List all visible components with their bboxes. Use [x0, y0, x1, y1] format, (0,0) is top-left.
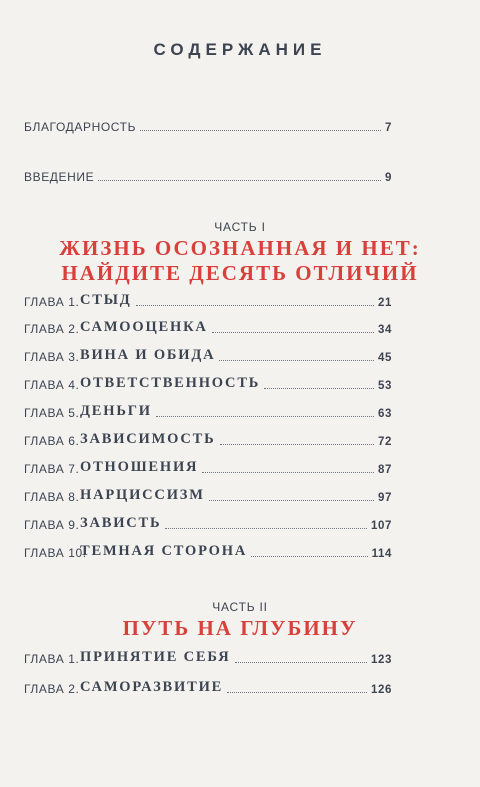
- dot-leader: [209, 500, 374, 501]
- chapter-title: ОТНОШЕНИЯ: [80, 459, 199, 475]
- entry-page-number: 123: [371, 654, 392, 666]
- chapter-title: ВИНА И ОБИДА: [80, 347, 216, 363]
- entry-page-number: 45: [378, 352, 392, 364]
- chapter-title: ТЕМНАЯ СТОРОНА: [80, 543, 248, 559]
- chapter-number: ГЛАВА 10.: [24, 546, 87, 560]
- chapter-number: ГЛАВА 9.: [24, 518, 80, 532]
- toc-entry-chapter[interactable]: [24, 431, 392, 448]
- toc-entry-chapter[interactable]: [24, 515, 392, 532]
- dot-leader: [136, 305, 374, 306]
- chapter-number: ГЛАВА 4.: [24, 378, 80, 392]
- entry-page-number: 126: [371, 684, 392, 696]
- chapter-title: ДЕНЬГИ: [80, 403, 152, 419]
- dot-leader: [212, 332, 374, 333]
- dot-leader: [219, 360, 374, 361]
- toc-entry-chapter[interactable]: [24, 649, 392, 666]
- dot-leader: [165, 528, 367, 529]
- toc-entry-chapter[interactable]: [24, 543, 392, 560]
- chapter-title: НАРЦИССИЗМ: [80, 487, 205, 503]
- chapter-number: ГЛАВА 1.: [24, 652, 80, 666]
- dot-leader: [202, 472, 374, 473]
- toc-entry-chapter[interactable]: [24, 347, 392, 364]
- part-1-title-line-2: НАЙДИТЕ ДЕСЯТЬ ОТЛИЧИЙ: [61, 261, 419, 285]
- chapter-title: ОТВЕТСТВЕННОСТЬ: [80, 375, 261, 391]
- toc-entry-chapter[interactable]: [24, 403, 392, 420]
- entry-page-number: 114: [371, 548, 392, 560]
- entry-page-number: 63: [378, 408, 392, 420]
- part-2-title-line-1: ПУТЬ НА ГЛУБИНУ: [122, 616, 358, 640]
- part-1-title-line-1: ЖИЗНЬ ОСОЗНАННАЯ И НЕТ:: [59, 236, 421, 260]
- chapter-number: ГЛАВА 2.: [24, 322, 80, 336]
- dot-leader: [156, 416, 374, 417]
- dot-leader: [227, 692, 367, 693]
- chapter-title: ПРИНЯТИЕ СЕБЯ: [80, 649, 231, 665]
- toc-entry-acknowledgements[interactable]: [24, 120, 392, 134]
- entry-page-number: 7: [385, 122, 392, 134]
- chapter-title: ЗАВИСИМОСТЬ: [80, 431, 216, 447]
- part-1-label: ЧАСТЬ I: [214, 220, 266, 234]
- entry-label: БЛАГОДАРНОСТЬ: [24, 120, 137, 134]
- dot-leader: [140, 130, 381, 131]
- entry-page-number: 9: [385, 172, 392, 184]
- toc-entry-chapter[interactable]: [24, 319, 392, 336]
- toc-entry-chapter[interactable]: [24, 679, 392, 696]
- toc-entry-chapter[interactable]: [24, 487, 392, 504]
- chapter-number: ГЛАВА 1.: [24, 295, 80, 309]
- chapter-title: СТЫД: [80, 292, 132, 308]
- dot-leader: [251, 556, 368, 557]
- chapter-number: ГЛАВА 8.: [24, 490, 80, 504]
- entry-page-number: 107: [371, 520, 392, 532]
- dot-leader: [264, 388, 374, 389]
- entry-page-number: 87: [378, 464, 392, 476]
- chapter-title: САМОРАЗВИТИЕ: [80, 679, 224, 695]
- entry-page-number: 53: [378, 380, 392, 392]
- chapter-number: ГЛАВА 3.: [24, 350, 80, 364]
- dot-leader: [220, 444, 375, 445]
- entry-page-number: 34: [378, 324, 392, 336]
- toc-entry-chapter[interactable]: [24, 292, 392, 309]
- dot-leader: [235, 662, 367, 663]
- dot-leader: [98, 180, 381, 181]
- entry-label: ВВЕДЕНИЕ: [24, 170, 95, 184]
- toc-entry-chapter[interactable]: [24, 375, 392, 392]
- chapter-number: ГЛАВА 2.: [24, 682, 80, 696]
- chapter-number: ГЛАВА 7.: [24, 462, 80, 476]
- entry-page-number: 97: [378, 492, 392, 504]
- entry-page-number: 72: [378, 436, 392, 448]
- chapter-number: ГЛАВА 5.: [24, 406, 80, 420]
- chapter-title: САМООЦЕНКА: [80, 319, 208, 335]
- page-title: СОДЕРЖАНИЕ: [153, 40, 327, 59]
- toc-entry-chapter[interactable]: [24, 459, 392, 476]
- entry-page-number: 21: [378, 297, 392, 309]
- chapter-title: ЗАВИСТЬ: [80, 515, 162, 531]
- part-2-label: ЧАСТЬ II: [212, 600, 268, 614]
- toc-entry-introduction[interactable]: [24, 170, 392, 184]
- chapter-number: ГЛАВА 6.: [24, 434, 80, 448]
